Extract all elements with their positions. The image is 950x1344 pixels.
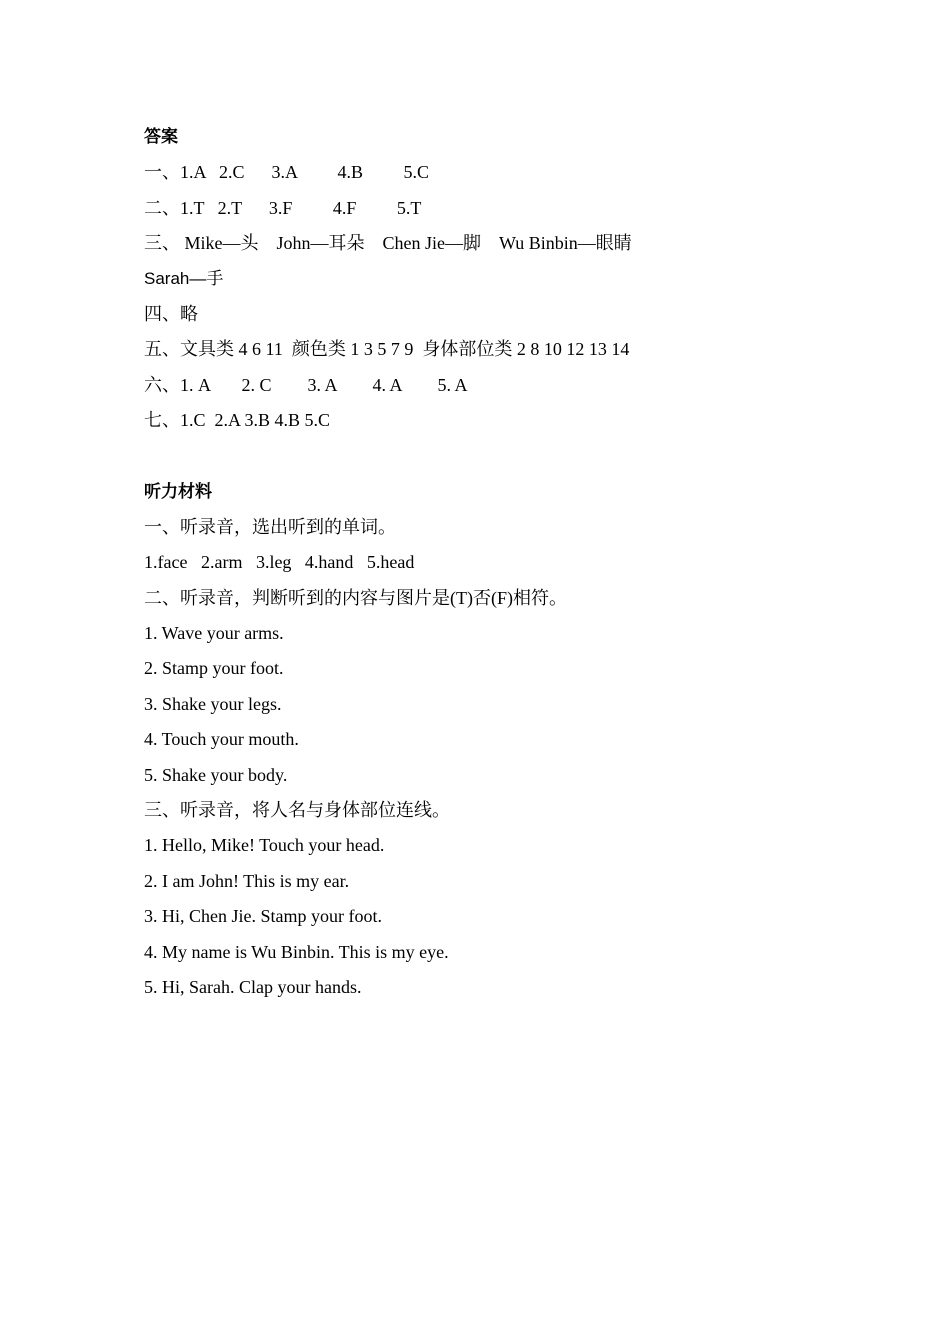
answer-line-5: 五、文具类 4 6 11 颜色类 1 3 5 7 9 身体部位类 2 8 10 12 13 14 — [144, 339, 630, 360]
listening-line: 5. Shake your body. — [144, 764, 288, 785]
listening-line: 3. Hi, Chen Jie. Stamp your foot. — [144, 906, 382, 927]
answer-line-6: 六、1. A 2. C 3. A 4. A 5. A — [144, 374, 468, 395]
listening-line: 3. Shake your legs. — [144, 693, 282, 714]
listening-line: 1. Wave your arms. — [144, 623, 284, 644]
listening-line: 二、听录音，判断听到的内容与图片是(T)否(F)相符。 — [144, 587, 567, 608]
answers-title: 答案 — [144, 127, 178, 147]
listening-line: 一、听录音，选出听到的单词。 — [144, 516, 396, 537]
answer-line-1: 一、1.A 2.C 3.A 4.B 5.C — [144, 162, 430, 183]
section-spacer — [144, 441, 844, 477]
answer-line-4: 四、略 — [144, 303, 198, 324]
listening-line: 5. Hi, Sarah. Clap your hands. — [144, 976, 362, 997]
listening-line: 1.face 2.arm 3.leg 4.hand 5.head — [144, 552, 415, 573]
listening-line: 2. I am John! This is my ear. — [144, 870, 350, 891]
listening-line: 4. Touch your mouth. — [144, 729, 299, 750]
listening-line: 1. Hello, Mike! Touch your head. — [144, 835, 385, 856]
listening-line: 三、听录音，将人名与身体部位连线。 — [144, 800, 450, 821]
listening-section — [144, 477, 844, 1008]
answer-line-3-cont: Sarah—手 — [144, 268, 224, 288]
listening-title: 听力材料 — [144, 481, 212, 502]
answer-line-2: 二、1.T 2.T 3.F 4.F 5.T — [144, 197, 422, 218]
listening-line: 2. Stamp your foot. — [144, 658, 284, 679]
document-page — [144, 122, 844, 1007]
answers-section — [144, 122, 844, 441]
answer-line-3: 三、 Mike—头 John—耳朵 Chen Jie—脚 Wu Binbin—眼睛 — [144, 233, 632, 254]
listening-line: 4. My name is Wu Binbin. This is my eye. — [144, 941, 449, 962]
answer-line-7: 七、1.C 2.A 3.B 4.B 5.C — [144, 410, 331, 431]
